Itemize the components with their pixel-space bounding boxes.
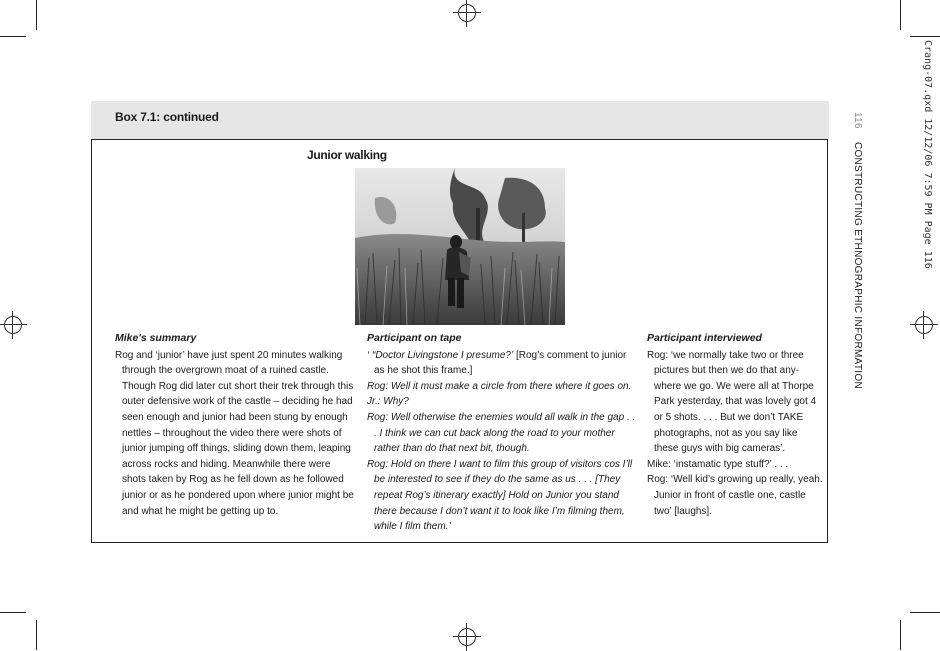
- crop-mark: [900, 0, 901, 30]
- tape-paragraph: [367, 348, 637, 379]
- mikes-summary-column: [115, 331, 357, 519]
- tape-paragraph: Rog: Well it must make a circle from there where it goes on.: [367, 380, 632, 392]
- participant-on-tape-column: [367, 331, 637, 535]
- registration-mark-icon: [458, 628, 476, 646]
- interview-paragraph: Rog: ‘Well kid’s growing up really, yeah. Junior in front of castle one, castle two’ [laughs].: [647, 474, 823, 517]
- photo-illustration: [355, 168, 565, 325]
- box-header: [91, 101, 829, 139]
- registration-mark-icon: [4, 316, 22, 334]
- interview-paragraph: Rog: ‘we normally take two or three pictures but then we do that any-where we go. We were all at Thorpe Park yesterday, that was lovely got 4 or 5 shots. . . . But we don’t TAKE photographs, not as you say like these guys with big cameras’.: [647, 349, 817, 455]
- page-number: 116: [852, 112, 863, 129]
- summary-paragraph: Rog and ‘junior’ have just spent 20 minutes walking through the overgrown moat of a ruined castle. Though Rog did later cut short their trek through this outer defensive work of the castle – deciding he had seen enough and junior had been stung by enough nettles – throughout the video there were shots of junior jumping off things, sliding down them, leaping across rocks and hiding. Meanwhile there were shots taken by Rog as he fell down as he followed junior or as he pondered upon where junior might be and what he might be getting up to.: [115, 349, 354, 517]
- crop-mark: [36, 620, 37, 650]
- tape-note: [Rog’s comment to junior as he shot this frame.]: [374, 349, 627, 377]
- column-heading: Participant interviewed: [647, 332, 762, 344]
- column-heading: Participant on tape: [367, 332, 462, 344]
- section-title: CONSTRUCTING ETHNOGRAPHIC INFORMATION: [852, 141, 863, 389]
- crop-mark: [900, 620, 901, 650]
- interview-paragraph: Mike: ‘instamatic type stuff?’ . . .: [647, 458, 789, 470]
- crop-mark: [910, 36, 940, 37]
- crop-mark: [0, 36, 26, 37]
- column-heading: Mike's summary: [115, 332, 197, 344]
- box-title: Box 7.1: continued: [115, 110, 219, 124]
- print-slug: Crang-07.qxd 12/12/06 7:59 PM Page 116: [922, 40, 933, 269]
- participant-interviewed-column: [647, 331, 823, 519]
- registration-mark-icon: [458, 4, 476, 22]
- crop-mark: [910, 612, 940, 613]
- registration-mark-icon: [915, 316, 933, 334]
- crop-mark: [0, 612, 26, 613]
- tape-paragraph: Rog: Well otherwise the enemies would all walk in the gap . . . I think we can cut back along the road to your mother rather than do that next bit, though.: [367, 411, 636, 455]
- tape-paragraph: Rog: Hold on there I want to film this group of visitors cos I’ll be interested to see if they do the same as us . . . [They repeat Rog’s itinerary exactly] Hold on Junior you stand there because I don’t want it to look like I’m filming them, while I film them.’: [367, 458, 633, 533]
- tape-paragraph: Jr.: Why?: [367, 396, 409, 408]
- tape-quote: ‘ “Doctor Livingstone I presume?’: [367, 349, 514, 361]
- figure-photo: [355, 168, 565, 325]
- running-head: [852, 112, 863, 389]
- figure-caption: Junior walking: [307, 148, 387, 162]
- crop-mark: [36, 0, 37, 30]
